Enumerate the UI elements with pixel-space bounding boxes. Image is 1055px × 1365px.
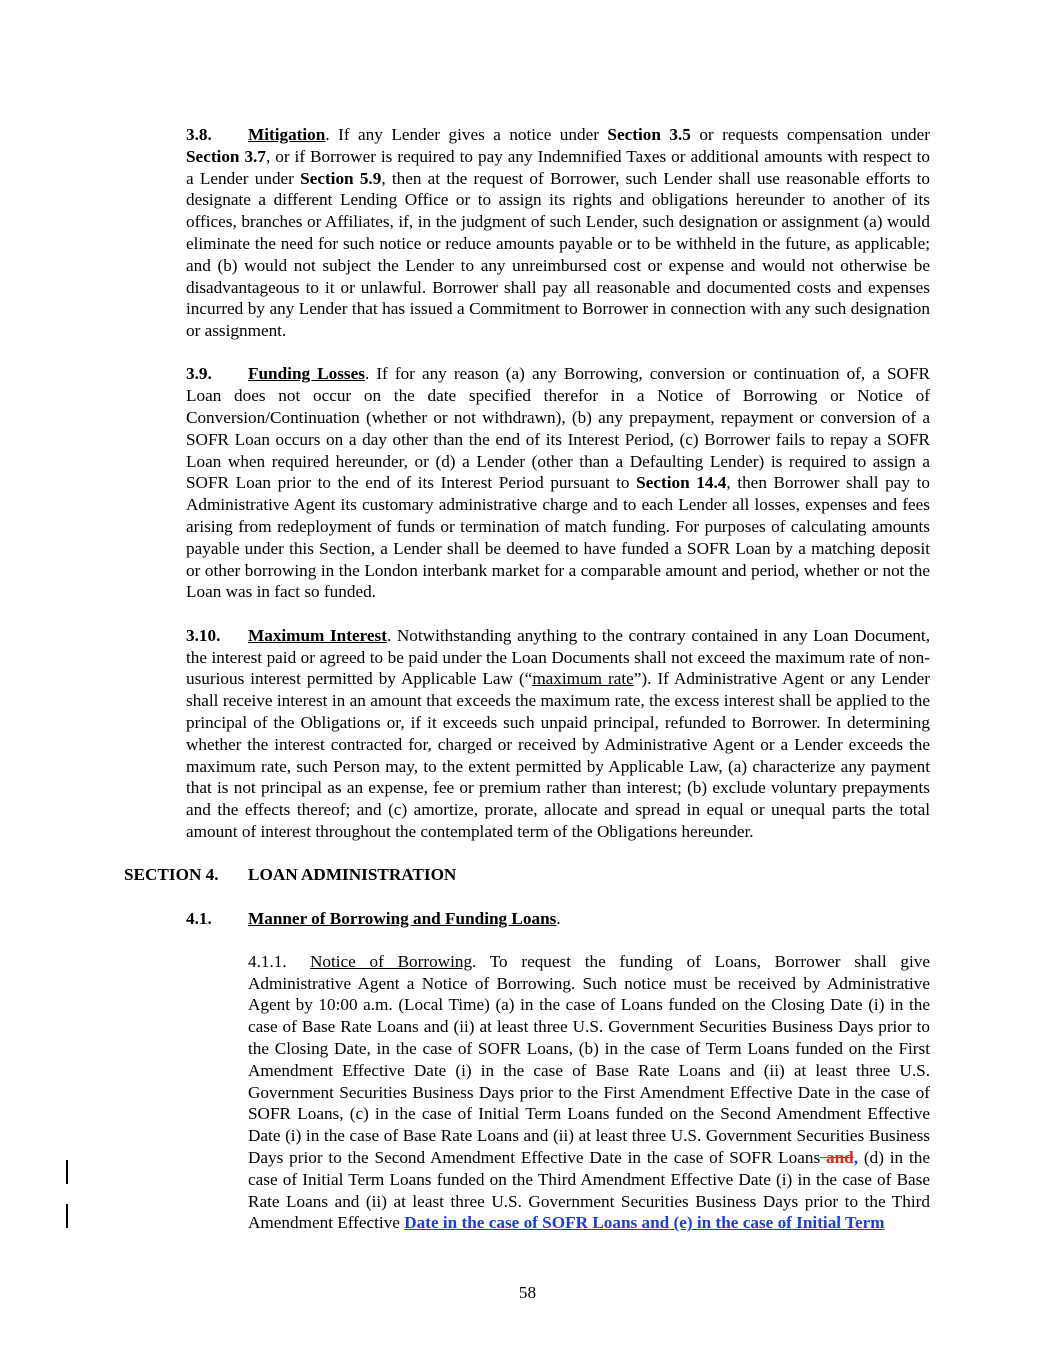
section-number: SECTION 4. xyxy=(124,865,219,885)
section-number: 4.1.1. xyxy=(248,951,287,971)
section-reference: Section 14.4 xyxy=(636,473,727,493)
section-3-10 xyxy=(124,625,930,843)
section-3-9 xyxy=(124,363,930,603)
section-number: 4.1. xyxy=(186,908,212,928)
inserted-text: , xyxy=(853,1147,859,1167)
deleted-text: and xyxy=(820,1147,854,1167)
section-4-1 xyxy=(124,908,930,930)
section-title: Funding Losses xyxy=(248,364,365,384)
body-text: . To request the funding of Loans, Borrower shall give Administrative Agent a Notice of Borrowing. Such notice must be received by Administrative Agent by 10:00 a.m. (Local Time) (a) in the case of Loans funded on the Closing Date (i) in the case of Base Rate Loans and (ii) at least three U.S. Government Securities Business Days prior to the Closing Date, in the case of SOFR Loans, (b) in the case of Term Loans funded on the First Amendment Effective Date (i) in the case of Base Rate Loans and (ii) at least three U.S. Government Securities Business Days prior to the First Amendment Effective Date in the case of SOFR Loans, (c) in the case of Initial Term Loans funded on the Second Amendment Effective Date (i) in the case of Base Rate Loans and (ii) at least three U.S. Government Securities Business Days prior to the Second Amendment Effective Date in the case of SOFR Loans xyxy=(248,951,930,1167)
body-text: . If for any reason (a) any Borrowing, conversion or continuation of, a SOFR Loan does not occur on the date specified therefor in a Notice of Borrowing or Notice of Conversion/Continuation (whether or not withdrawn), (b) any prepayment, repayment or conversion of a SOFR Loan occurs on a day other than the end of its Interest Period, (c) Borrower fails to repay a SOFR Loan when required hereunder, or (d) a Lender (other than a Defaulting Lender) is required to assign a SOFR Loan prior to the end of its Interest Period pursuant to xyxy=(186,364,930,493)
body-text: , then Borrower shall pay to Administrative Agent its customary administrative charge and to each Lender all losses, expenses and fees arising from redeployment of funds or termination of match funding. For purposes of calculating amounts payable under this Section, a Lender shall be deemed to have funded a SOFR Loan by a matching deposit or other borrowing in the London interbank market for a comparable amount and period, whether or not the Loan was in fact so funded. xyxy=(186,473,930,602)
section-reference: Section 3.5 xyxy=(607,125,691,144)
section-number: 3.9. xyxy=(186,364,212,384)
section-number: 3.8. xyxy=(186,125,212,144)
body-text: , or if Borrower is required to pay any Indemnified Taxes or additional amounts with respect to a Lender under xyxy=(186,146,930,188)
inserted-text: Date in the case of SOFR Loans and (e) in the case of Initial Term xyxy=(404,1213,885,1233)
change-bar xyxy=(66,1160,68,1184)
section-title: LOAN ADMINISTRATION xyxy=(248,865,457,885)
section-reference: Section 5.9 xyxy=(300,168,382,188)
body-text: . Notwithstanding anything to the contrary contained in any Loan Document, the interest paid or agreed to be paid under the Loan Documents shall not exceed the maximum rate of non-usurious interest permitted by Applicable Law (“ xyxy=(186,625,931,689)
page-number: 58 xyxy=(518,1283,537,1302)
section-3-8 xyxy=(124,124,930,342)
body-text: (d) in the case of Initial Term Loans funded on the Third Amendment Effective Date (i) in the case of Base Rate Loans and (ii) at least three U.S. Government Securities Business Days prior to the Third Amendment Effective xyxy=(248,1147,930,1233)
section-4-1-1 xyxy=(124,951,930,1234)
section-title: Mitigation xyxy=(248,125,326,144)
body-text: or requests compensation under xyxy=(690,125,930,144)
section-title: Notice of Borrowing xyxy=(310,951,473,971)
section-number: 3.10. xyxy=(186,625,221,645)
document-page xyxy=(124,124,930,1234)
change-bar xyxy=(66,1204,68,1228)
body-text: . If any Lender gives a notice under xyxy=(325,125,608,144)
section-title: Maximum Interest xyxy=(248,625,387,645)
section-4-heading xyxy=(124,864,930,886)
body-text: . xyxy=(556,908,561,928)
defined-term: maximum rate xyxy=(532,669,634,689)
body-text: ”). If Administrative Agent or any Lender shall receive interest in an amount that exceeds the maximum rate, the excess interest shall be applied to the principal of the Obligations or, if it exceeds such unpaid principal, refunded to Borrower. In determining whether the interest contracted for, charged or received by Administrative Agent or a Lender exceeds the maximum rate, such Person may, to the extent permitted by Applicable Law, (a) characterize any payment that is not principal as an expense, fee or premium rather than interest; (b) exclude voluntary prepayments and the effects thereof; and (c) amortize, prorate, allocate and spread in equal or unequal parts the total amount of interest throughout the contemplated term of the Obligations hereunder. xyxy=(186,669,930,841)
section-title: Manner of Borrowing and Funding Loans xyxy=(248,908,557,928)
section-reference: Section 3.7 xyxy=(186,146,266,166)
body-text: , then at the request of Borrower, such Lender shall use reasonable efforts to designate a different Lending Office or to assign its rights and obligations hereunder to another of its offices, branches or Affiliates, if, in the judgment of such Lender, such designation or assignment (a) would eliminate the need for such notice or reduce amounts payable or to be withheld in the future, as applicable; and (b) would not subject the Lender to any unreimbursed cost or expense and would not otherwise be disadvantageous to it or unlawful. Borrower shall pay all reasonable and documented costs and expenses incurred by any Lender that has issued a Commitment to Borrower in connection with any such designation or assignment. xyxy=(186,168,931,341)
